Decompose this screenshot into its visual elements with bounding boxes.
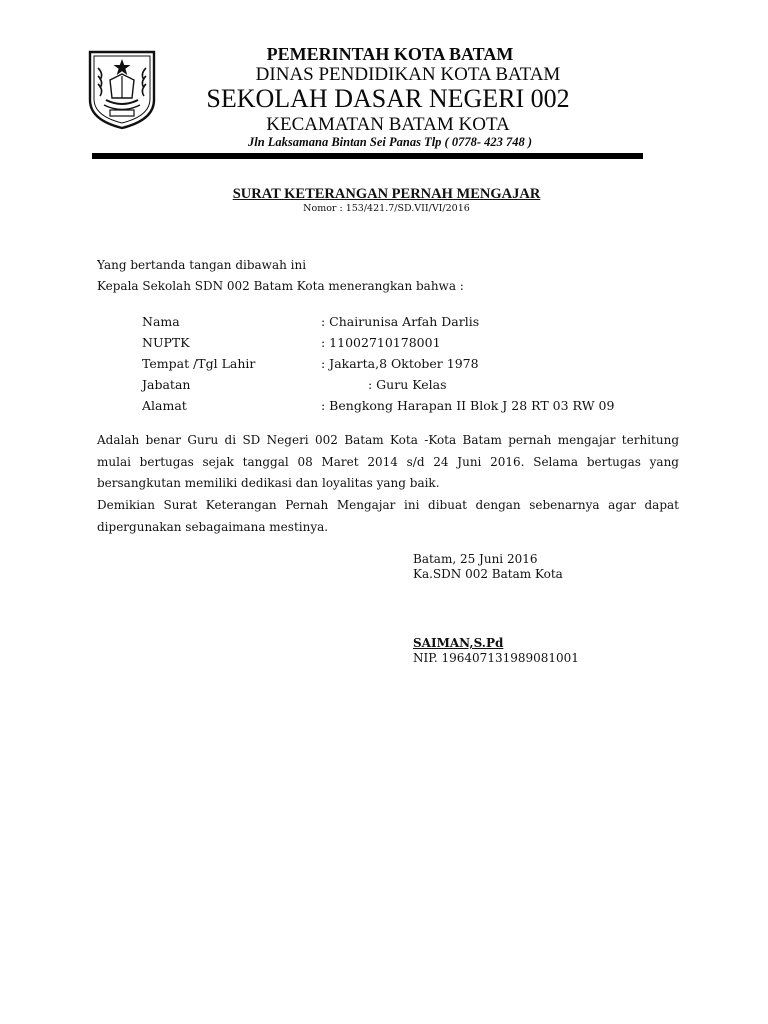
body-paragraph: Adalah benar Guru di SD Negeri 002 Batam Kota -Kota Batam pernah mengajar terhitung mulai bertugas sejak tanggal 08 Maret 2014 s/d 24 Juni 2016. Selama bertugas yang bersangkutan memiliki dedikasi dan loyalitas yang baik. xyxy=(97,433,679,490)
field-label: NUPTK xyxy=(142,335,190,350)
letter-number: Nomor : 153/421.7/SD.VII/VI/2016 xyxy=(303,203,470,214)
signature-role: Ka.SDN 002 Batam Kota xyxy=(413,567,563,581)
field-label: Nama xyxy=(142,314,180,329)
field-value: : 11002710178001 xyxy=(321,335,441,350)
letterhead-divider xyxy=(92,153,643,159)
field-value: : Bengkong Harapan II Blok J 28 RT 03 RW 09 xyxy=(321,398,615,413)
letterhead-line-district: KECAMATAN BATAM KOTA xyxy=(266,114,510,135)
signature-name: SAIMAN,S.Pd xyxy=(413,636,504,650)
field-label: Tempat /Tgl Lahir xyxy=(142,356,256,371)
letter-title: SURAT KETERANGAN PERNAH MENGAJAR xyxy=(232,186,541,202)
letterhead-line-school: SEKOLAH DASAR NEGERI 002 xyxy=(206,84,570,113)
field-value: : Jakarta,8 Oktober 1978 xyxy=(321,356,479,371)
closing-paragraph: Demikian Surat Keterangan Pernah Mengajar ini dibuat dengan sebenarnya agar dapat dipergunakan sebagaimana mestinya. xyxy=(97,498,679,534)
letterhead-address: Jln Laksamana Bintan Sei Panas Tlp ( 0778- 423 748 ) xyxy=(247,135,533,149)
field-value: : Chairunisa Arfah Darlis xyxy=(321,314,480,329)
opening-line: Kepala Sekolah SDN 002 Batam Kota menerangkan bahwa : xyxy=(97,279,464,293)
field-label: Alamat xyxy=(142,398,187,413)
signature-place-date: Batam, 25 Juni 2016 xyxy=(413,552,538,566)
letterhead-line-department: DINAS PENDIDIKAN KOTA BATAM xyxy=(255,64,561,85)
field-label: Jabatan xyxy=(142,377,191,392)
signature-nip: NIP. 196407131989081001 xyxy=(413,651,579,665)
letterhead-line-government: PEMERINTAH KOTA BATAM xyxy=(266,44,514,64)
opening-line: Yang bertanda tangan dibawah ini xyxy=(97,258,307,272)
field-value: : Guru Kelas xyxy=(368,377,447,392)
